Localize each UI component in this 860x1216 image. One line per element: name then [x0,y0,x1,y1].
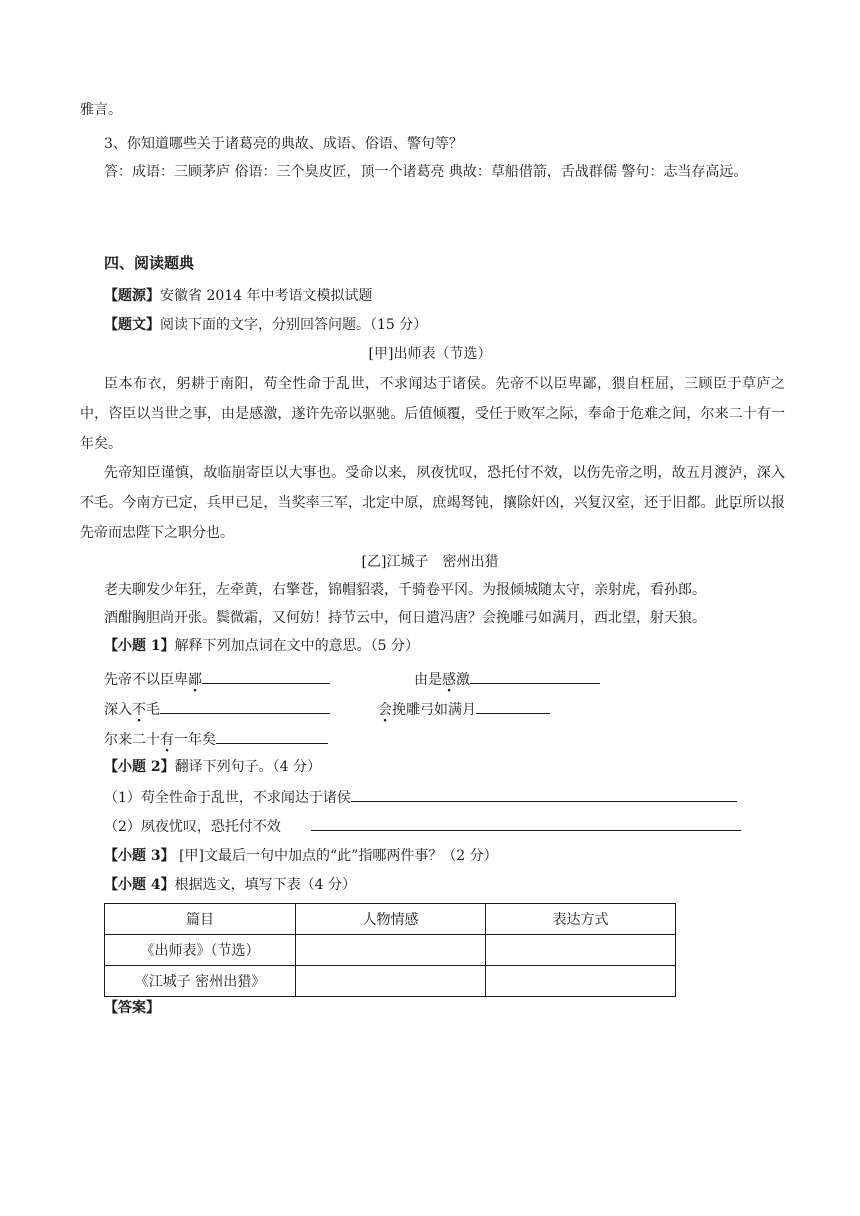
q2-title: 【小题 2】翻译下列句子。（4 分） [104,759,321,775]
q2-sentence-2: （2）夙夜忧叹，恐托付不效 [104,815,741,837]
yi-title: [乙]江城子 密州出猎 [361,554,499,570]
q1-item-d: 会挽雕弓如满月 [378,698,550,720]
answer-blank[interactable] [476,698,550,714]
answer-blank[interactable] [202,668,330,684]
section-heading: 四、阅读题典 [104,254,195,272]
answer-label: 【答案】 [104,1000,160,1016]
answer-table [104,903,676,997]
table-header: 篇目 [105,904,296,935]
q1-item-a: 先帝不以臣卑鄙 [104,668,330,690]
q1-title: 【小题 1】解释下列加点词在文中的意思。（5 分） [104,638,419,654]
table-header: 表达方式 [486,904,676,935]
table-cell-input[interactable] [486,935,676,966]
table-row [105,966,676,997]
yi-line-1: 老夫聊发少年狂，左牵黄，右擎苍，锦帽貂裘，千骑卷平冈。为报倾城随太守，亲射虎，看孙郎。 [104,582,706,598]
q2-sentence-1: （1）苟全性命于乱世，不求闻达于诸侯 [104,786,737,808]
jia-paragraph-1: 臣本布衣，躬耕于南阳，苟全性命于乱世，不求闻达于诸侯。先帝不以臣卑鄙，猥自枉屈，三顾臣于草庐之中，咨臣以当世之事，由是感激，遂许先帝以驱驰。后值倾覆，受任于败军之际，奉命于危难之间，尔来二十有一年矣。 [80,376,785,452]
q1-item-e: 尔来二十有一年矣 [104,728,328,750]
yi-line-2: 酒酣胸胆尚开张。鬓微霜，又何妨！持节云中，何日遣冯唐？会挽雕弓如满月，西北望，射天狼。 [104,610,706,626]
table-header: 人物情感 [296,904,486,935]
table-cell-input[interactable] [486,966,676,997]
question-3: 3、你知道哪些关于诸葛亮的典故、成语、俗语、警句等？ [104,136,463,152]
answer-paragraph: 答：成语：三顾茅庐 俗语：三个臭皮匠，顶一个诸葛亮 典故：草船借箭，舌战群儒 警句：志当存高远。 [104,164,748,180]
text-line: 雅言。 [80,102,122,118]
table-cell-input[interactable] [296,966,486,997]
source-line: 【题源】安徽省 2014 年中考语文模拟试题 [104,288,373,304]
table-header-row [105,904,676,935]
table-row [105,935,676,966]
table-cell-title: 《出师表》（节选） [105,935,296,966]
q1-item-c: 深入不毛 [104,698,330,720]
answer-blank[interactable] [311,815,741,831]
answer-blank[interactable] [351,786,737,802]
jia-title: [甲]出师表（节选） [368,346,492,362]
jia-paragraph-2: 先帝知臣谨慎，故临崩寄臣以大事也。受命以来，夙夜忧叹，恐托付不效，以伤先帝之明，故五月渡泸，深入不毛。今南方已定，兵甲已足，当奖率三军，北定中原，庶竭驽钝，攘除奸凶，兴复汉室，还于旧都。此臣所以报先帝而忠陛下之职分也。 [80,465,786,541]
q4-title: 【小题 4】根据选文，填写下表（4 分） [104,877,356,893]
question-line: 【题文】阅读下面的文字，分别回答问题。（15 分） [104,317,428,333]
table-cell-input[interactable] [296,935,486,966]
answer-blank[interactable] [160,698,330,714]
table-cell-title: 《江城子 密州出猎》 [105,966,296,997]
answer-blank[interactable] [216,728,328,744]
q3-line: 【小题 3】 [甲]文最后一句中加点的“此”指哪两件事？（2 分） [104,848,498,864]
q1-item-b: 由是感激 [414,668,600,690]
answer-blank[interactable] [470,668,600,684]
